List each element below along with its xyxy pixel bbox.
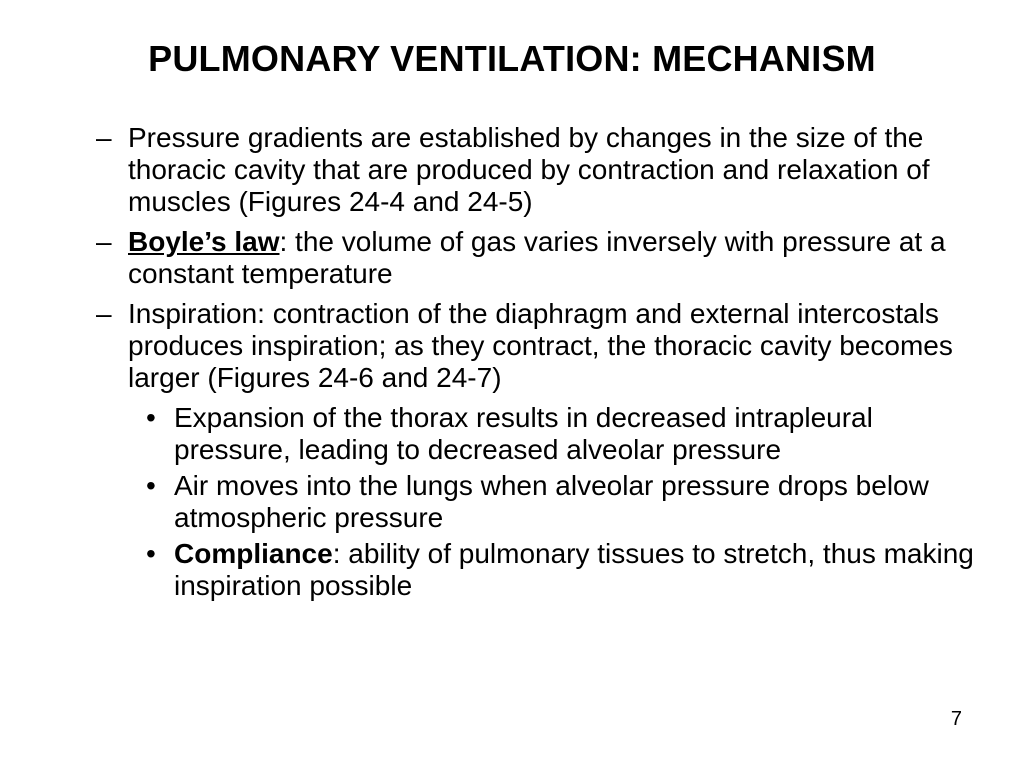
sub-bullet-text: Air moves into the lungs when alveolar pressure drops below atmospheric pressure (174, 470, 929, 533)
dash-marker: – (96, 122, 112, 153)
bullet-pressure-gradients (96, 122, 986, 218)
bullet-boyles-law (96, 226, 986, 290)
bullet-list (96, 122, 986, 606)
sub-bullet-text: : ability of pulmonary tissues to stretch, thus making inspiration possible (174, 538, 974, 601)
bullet-text: : the volume of gas varies inversely with pressure at a constant temperature (128, 226, 946, 289)
bullet-text: Pressure gradients are established by changes in the size of the thoracic cavity that are produced by contraction and relaxation of muscles (Figures 24-4 and 24-5) (128, 122, 930, 217)
dot-marker: • (146, 402, 156, 433)
bullet-text: Inspiration: contraction of the diaphragm and external intercostals produces inspiration; as they contract, the thoracic cavity becomes larger (Figures 24-6 and 24-7) (128, 298, 953, 393)
compliance-term: Compliance (174, 538, 333, 569)
sub-bullet-text: Expansion of the thorax results in decreased intrapleural pressure, leading to decreased alveolar pressure (174, 402, 873, 465)
dash-marker: – (96, 298, 112, 329)
sub-bullet-thorax-expansion (96, 402, 986, 466)
boyles-law-term: Boyle’s law (128, 226, 280, 257)
slide-title: PULMONARY VENTILATION: MECHANISM (148, 38, 876, 79)
dash-marker: – (96, 226, 112, 257)
page-number: 7 (950, 708, 962, 730)
dot-marker: • (146, 470, 156, 501)
sub-bullet-compliance (96, 538, 986, 602)
sub-bullet-air-movement (96, 470, 986, 534)
dot-marker: • (146, 538, 156, 569)
bullet-inspiration (96, 298, 986, 394)
